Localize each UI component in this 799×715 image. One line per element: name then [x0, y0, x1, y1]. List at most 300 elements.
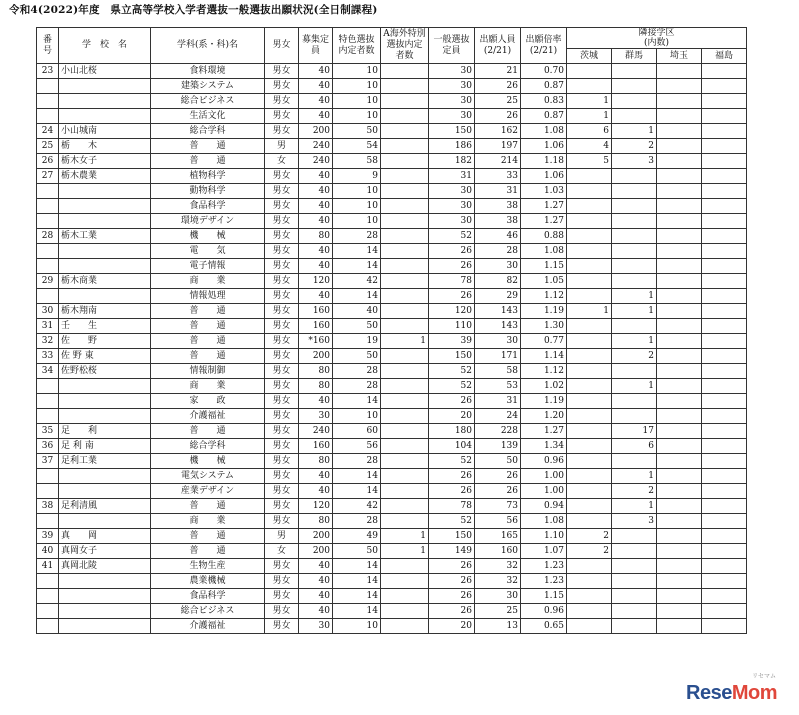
row-tokushoku: 14 — [333, 574, 381, 589]
table-row — [37, 439, 747, 454]
row-applicants: 82 — [475, 274, 521, 289]
row-dept: 総合学科 — [151, 124, 265, 139]
row-ratio: 1.07 — [521, 544, 567, 559]
row-kaigai — [381, 289, 429, 304]
row-ippan: 26 — [429, 484, 475, 499]
table-row — [37, 109, 747, 124]
row-capacity: 40 — [299, 169, 333, 184]
table-row — [37, 319, 747, 334]
row-kaigai — [381, 64, 429, 79]
row-applicants: 25 — [475, 604, 521, 619]
row-applicants: 171 — [475, 349, 521, 364]
row-ratio: 0.70 — [521, 64, 567, 79]
row-pref-ibaraki — [567, 64, 612, 79]
row-pref-gunma: 6 — [612, 439, 657, 454]
row-capacity: 40 — [299, 109, 333, 124]
row-pref-saitama — [657, 454, 702, 469]
row-no — [37, 574, 59, 589]
row-ippan: 30 — [429, 199, 475, 214]
row-pref-fukushima — [702, 619, 747, 634]
row-kaigai — [381, 184, 429, 199]
row-no — [37, 94, 59, 109]
row-pref-fukushima — [702, 64, 747, 79]
row-capacity: 120 — [299, 499, 333, 514]
row-pref-ibaraki: 2 — [567, 544, 612, 559]
row-kaigai: 1 — [381, 334, 429, 349]
row-capacity: 40 — [299, 484, 333, 499]
row-sex: 男 — [265, 139, 299, 154]
header-pref-fukushima: 福島 — [702, 49, 747, 64]
row-dept: 建築システム — [151, 79, 265, 94]
row-applicants: 58 — [475, 364, 521, 379]
row-no — [37, 184, 59, 199]
row-capacity: 40 — [299, 184, 333, 199]
row-pref-gunma — [612, 79, 657, 94]
row-pref-saitama — [657, 289, 702, 304]
row-applicants: 38 — [475, 199, 521, 214]
row-pref-gunma: 1 — [612, 289, 657, 304]
row-pref-ibaraki — [567, 274, 612, 289]
table-row — [37, 529, 747, 544]
table-row — [37, 574, 747, 589]
row-pref-gunma: 2 — [612, 349, 657, 364]
row-no — [37, 514, 59, 529]
row-tokushoku: 10 — [333, 184, 381, 199]
row-pref-gunma: 1 — [612, 469, 657, 484]
row-school: 佐野松桜 — [59, 364, 151, 379]
row-ratio: 1.00 — [521, 469, 567, 484]
row-pref-gunma: 1 — [612, 499, 657, 514]
row-school: 栃木工業 — [59, 229, 151, 244]
row-ratio: 1.08 — [521, 514, 567, 529]
table-row — [37, 469, 747, 484]
row-no: 40 — [37, 544, 59, 559]
row-ippan: 30 — [429, 79, 475, 94]
row-ippan: 30 — [429, 94, 475, 109]
row-tokushoku: 14 — [333, 589, 381, 604]
row-pref-fukushima — [702, 574, 747, 589]
row-sex: 男女 — [265, 304, 299, 319]
row-pref-ibaraki — [567, 199, 612, 214]
row-school: 真岡北陵 — [59, 559, 151, 574]
row-school — [59, 109, 151, 124]
row-sex: 男女 — [265, 394, 299, 409]
row-kaigai — [381, 619, 429, 634]
row-pref-ibaraki — [567, 319, 612, 334]
row-pref-fukushima — [702, 109, 747, 124]
row-pref-gunma — [612, 244, 657, 259]
row-ippan: 52 — [429, 364, 475, 379]
row-ippan: 30 — [429, 64, 475, 79]
row-applicants: 30 — [475, 334, 521, 349]
row-pref-ibaraki — [567, 469, 612, 484]
row-pref-fukushima — [702, 124, 747, 139]
row-pref-gunma — [612, 229, 657, 244]
table-row — [37, 484, 747, 499]
row-pref-fukushima — [702, 184, 747, 199]
row-dept: 情報処理 — [151, 289, 265, 304]
row-tokushoku: 28 — [333, 229, 381, 244]
table-row — [37, 184, 747, 199]
row-sex: 男女 — [265, 439, 299, 454]
row-ratio: 0.96 — [521, 604, 567, 619]
row-dept: 普 通 — [151, 139, 265, 154]
row-no — [37, 394, 59, 409]
row-school: 真岡女子 — [59, 544, 151, 559]
header-ratio: 出願倍率(2/21) — [521, 28, 567, 64]
row-pref-saitama — [657, 589, 702, 604]
row-pref-saitama — [657, 379, 702, 394]
row-pref-fukushima — [702, 364, 747, 379]
row-tokushoku: 50 — [333, 544, 381, 559]
row-pref-saitama — [657, 364, 702, 379]
row-pref-ibaraki — [567, 184, 612, 199]
row-ratio: 1.08 — [521, 244, 567, 259]
row-pref-saitama — [657, 94, 702, 109]
row-sex: 男女 — [265, 169, 299, 184]
row-ippan: 31 — [429, 169, 475, 184]
row-pref-ibaraki — [567, 214, 612, 229]
row-ippan: 150 — [429, 349, 475, 364]
row-tokushoku: 10 — [333, 79, 381, 94]
row-school: 真 岡 — [59, 529, 151, 544]
row-kaigai: 1 — [381, 529, 429, 544]
row-dept: 植物科学 — [151, 169, 265, 184]
row-school — [59, 184, 151, 199]
row-pref-saitama — [657, 79, 702, 94]
row-pref-saitama — [657, 124, 702, 139]
row-pref-fukushima — [702, 514, 747, 529]
row-capacity: 240 — [299, 139, 333, 154]
row-pref-saitama — [657, 259, 702, 274]
row-kaigai — [381, 499, 429, 514]
row-pref-gunma — [612, 574, 657, 589]
row-ippan: 26 — [429, 469, 475, 484]
row-pref-gunma: 1 — [612, 304, 657, 319]
row-kaigai — [381, 589, 429, 604]
row-pref-saitama — [657, 199, 702, 214]
row-pref-saitama — [657, 409, 702, 424]
row-dept: 電 気 — [151, 244, 265, 259]
row-ratio: 0.77 — [521, 334, 567, 349]
row-capacity: 40 — [299, 244, 333, 259]
row-school: 足 利 — [59, 424, 151, 439]
row-sex: 男女 — [265, 94, 299, 109]
row-applicants: 73 — [475, 499, 521, 514]
row-school: 栃木翔南 — [59, 304, 151, 319]
row-capacity: 200 — [299, 544, 333, 559]
row-school: 佐 野 東 — [59, 349, 151, 364]
row-tokushoku: 10 — [333, 199, 381, 214]
row-tokushoku: 54 — [333, 139, 381, 154]
row-capacity: 40 — [299, 289, 333, 304]
row-pref-fukushima — [702, 229, 747, 244]
row-applicants: 30 — [475, 589, 521, 604]
row-sex: 男女 — [265, 184, 299, 199]
row-ratio: 1.05 — [521, 274, 567, 289]
row-applicants: 143 — [475, 304, 521, 319]
row-capacity: 200 — [299, 529, 333, 544]
header-rinsetsu — [567, 28, 747, 49]
row-applicants: 30 — [475, 259, 521, 274]
row-kaigai — [381, 469, 429, 484]
row-pref-gunma: 2 — [612, 484, 657, 499]
row-kaigai — [381, 514, 429, 529]
row-ippan: 30 — [429, 109, 475, 124]
table-row — [37, 424, 747, 439]
row-sex: 男女 — [265, 364, 299, 379]
row-no — [37, 244, 59, 259]
row-no: 28 — [37, 229, 59, 244]
row-ratio: 1.34 — [521, 439, 567, 454]
row-ratio: 1.23 — [521, 559, 567, 574]
row-kaigai — [381, 394, 429, 409]
row-pref-saitama — [657, 244, 702, 259]
row-tokushoku: 10 — [333, 214, 381, 229]
row-dept: 商 業 — [151, 514, 265, 529]
row-ratio: 1.14 — [521, 349, 567, 364]
row-ratio: 1.19 — [521, 394, 567, 409]
row-pref-gunma: 3 — [612, 154, 657, 169]
row-ippan: 150 — [429, 529, 475, 544]
row-capacity: 40 — [299, 79, 333, 94]
row-applicants: 26 — [475, 79, 521, 94]
row-dept: 普 通 — [151, 349, 265, 364]
row-pref-gunma — [612, 589, 657, 604]
header-tokushoku: 特色選抜内定者数 — [333, 28, 381, 64]
row-dept: 農業機械 — [151, 574, 265, 589]
row-applicants: 214 — [475, 154, 521, 169]
row-pref-ibaraki: 1 — [567, 304, 612, 319]
row-pref-ibaraki — [567, 259, 612, 274]
row-applicants: 25 — [475, 94, 521, 109]
row-ratio: 1.12 — [521, 289, 567, 304]
row-applicants: 53 — [475, 379, 521, 394]
header-dept: 学科(系・科)名 — [151, 28, 265, 64]
row-dept: 総合ビジネス — [151, 94, 265, 109]
row-pref-gunma — [612, 394, 657, 409]
row-no — [37, 379, 59, 394]
row-sex: 男女 — [265, 229, 299, 244]
row-capacity: 40 — [299, 589, 333, 604]
row-pref-ibaraki — [567, 394, 612, 409]
row-pref-fukushima — [702, 409, 747, 424]
header-applicants: 出願人員(2/21) — [475, 28, 521, 64]
row-sex: 男女 — [265, 214, 299, 229]
row-school — [59, 94, 151, 109]
table-row — [37, 349, 747, 364]
row-applicants: 162 — [475, 124, 521, 139]
table-row — [37, 94, 747, 109]
row-school — [59, 289, 151, 304]
row-ratio: 1.06 — [521, 169, 567, 184]
row-pref-fukushima — [702, 169, 747, 184]
row-dept: 動物科学 — [151, 184, 265, 199]
row-dept: 生活文化 — [151, 109, 265, 124]
row-applicants: 26 — [475, 469, 521, 484]
row-ratio: 1.00 — [521, 484, 567, 499]
row-ratio: 0.87 — [521, 109, 567, 124]
row-pref-saitama — [657, 574, 702, 589]
row-pref-ibaraki — [567, 289, 612, 304]
row-pref-gunma — [612, 109, 657, 124]
row-pref-fukushima — [702, 274, 747, 289]
row-capacity: 40 — [299, 64, 333, 79]
row-no: 29 — [37, 274, 59, 289]
row-pref-saitama — [657, 469, 702, 484]
row-ippan: 110 — [429, 319, 475, 334]
row-tokushoku: 9 — [333, 169, 381, 184]
row-pref-gunma: 17 — [612, 424, 657, 439]
row-sex: 男女 — [265, 64, 299, 79]
row-pref-ibaraki — [567, 499, 612, 514]
row-pref-saitama — [657, 334, 702, 349]
row-capacity: 40 — [299, 469, 333, 484]
row-school: 栃木商業 — [59, 274, 151, 289]
row-no: 34 — [37, 364, 59, 379]
row-ratio: 1.08 — [521, 124, 567, 139]
table-row — [37, 259, 747, 274]
table-row — [37, 64, 747, 79]
table-row — [37, 364, 747, 379]
row-capacity: 40 — [299, 559, 333, 574]
row-school — [59, 199, 151, 214]
row-school — [59, 619, 151, 634]
row-no: 38 — [37, 499, 59, 514]
row-tokushoku: 14 — [333, 244, 381, 259]
row-no — [37, 199, 59, 214]
row-pref-fukushima — [702, 259, 747, 274]
row-dept: 普 通 — [151, 499, 265, 514]
row-ratio: 1.15 — [521, 259, 567, 274]
row-pref-saitama — [657, 274, 702, 289]
row-capacity: 80 — [299, 364, 333, 379]
row-capacity: 200 — [299, 349, 333, 364]
row-pref-gunma — [612, 529, 657, 544]
row-no: 31 — [37, 319, 59, 334]
row-sex: 男女 — [265, 589, 299, 604]
row-capacity: 200 — [299, 124, 333, 139]
table-row — [37, 379, 747, 394]
row-kaigai — [381, 259, 429, 274]
row-school — [59, 79, 151, 94]
row-pref-ibaraki — [567, 454, 612, 469]
row-ippan: 186 — [429, 139, 475, 154]
header-rinsetsu-label: 隣接学区 — [638, 28, 675, 38]
row-dept: 環境デザイン — [151, 214, 265, 229]
row-capacity: 80 — [299, 229, 333, 244]
row-school: 壬 生 — [59, 319, 151, 334]
row-kaigai — [381, 454, 429, 469]
row-ippan: 30 — [429, 214, 475, 229]
row-pref-fukushima — [702, 604, 747, 619]
row-no: 24 — [37, 124, 59, 139]
row-school: 小山城南 — [59, 124, 151, 139]
row-tokushoku: 42 — [333, 499, 381, 514]
row-ippan: 39 — [429, 334, 475, 349]
row-ippan: 20 — [429, 619, 475, 634]
row-sex: 男女 — [265, 604, 299, 619]
row-applicants: 29 — [475, 289, 521, 304]
row-capacity: 80 — [299, 514, 333, 529]
row-sex: 男女 — [265, 409, 299, 424]
row-ippan: 26 — [429, 259, 475, 274]
row-kaigai — [381, 424, 429, 439]
row-capacity: 40 — [299, 604, 333, 619]
row-pref-fukushima — [702, 79, 747, 94]
row-dept: 家 政 — [151, 394, 265, 409]
row-pref-gunma — [612, 319, 657, 334]
row-ratio: 0.83 — [521, 94, 567, 109]
row-pref-fukushima — [702, 139, 747, 154]
row-dept: 食料環境 — [151, 64, 265, 79]
row-ratio: 0.65 — [521, 619, 567, 634]
row-ippan: 26 — [429, 604, 475, 619]
row-tokushoku: 28 — [333, 364, 381, 379]
row-no: 35 — [37, 424, 59, 439]
row-kaigai — [381, 124, 429, 139]
row-pref-fukushima — [702, 349, 747, 364]
row-ippan: 150 — [429, 124, 475, 139]
row-tokushoku: 14 — [333, 289, 381, 304]
row-sex: 男女 — [265, 259, 299, 274]
row-ratio: 1.15 — [521, 589, 567, 604]
row-dept: 情報制御 — [151, 364, 265, 379]
row-sex: 男女 — [265, 334, 299, 349]
row-pref-fukushima — [702, 439, 747, 454]
row-pref-ibaraki: 2 — [567, 529, 612, 544]
row-ippan: 149 — [429, 544, 475, 559]
row-no — [37, 619, 59, 634]
row-school — [59, 214, 151, 229]
table-row — [37, 199, 747, 214]
row-dept: 食品科学 — [151, 199, 265, 214]
row-pref-ibaraki — [567, 364, 612, 379]
row-school: 佐 野 — [59, 334, 151, 349]
row-pref-gunma — [612, 364, 657, 379]
row-dept: 食品科学 — [151, 589, 265, 604]
row-pref-saitama — [657, 349, 702, 364]
row-dept: 普 通 — [151, 334, 265, 349]
row-pref-saitama — [657, 184, 702, 199]
row-sex: 男女 — [265, 199, 299, 214]
row-pref-gunma — [612, 274, 657, 289]
row-school — [59, 244, 151, 259]
row-kaigai — [381, 274, 429, 289]
row-kaigai — [381, 214, 429, 229]
row-no — [37, 409, 59, 424]
row-pref-fukushima — [702, 529, 747, 544]
row-sex: 女 — [265, 544, 299, 559]
row-tokushoku: 50 — [333, 124, 381, 139]
row-pref-gunma: 2 — [612, 139, 657, 154]
row-school — [59, 394, 151, 409]
row-capacity: 40 — [299, 259, 333, 274]
row-dept: 電子情報 — [151, 259, 265, 274]
table-row — [37, 274, 747, 289]
row-pref-ibaraki — [567, 379, 612, 394]
row-ippan: 78 — [429, 499, 475, 514]
watermark-logo — [686, 682, 777, 705]
row-dept: 普 通 — [151, 544, 265, 559]
row-ratio: 1.03 — [521, 184, 567, 199]
row-pref-fukushima — [702, 589, 747, 604]
row-kaigai — [381, 319, 429, 334]
application-status-table — [36, 27, 747, 634]
row-pref-ibaraki: 1 — [567, 94, 612, 109]
row-pref-ibaraki — [567, 244, 612, 259]
row-pref-ibaraki — [567, 424, 612, 439]
